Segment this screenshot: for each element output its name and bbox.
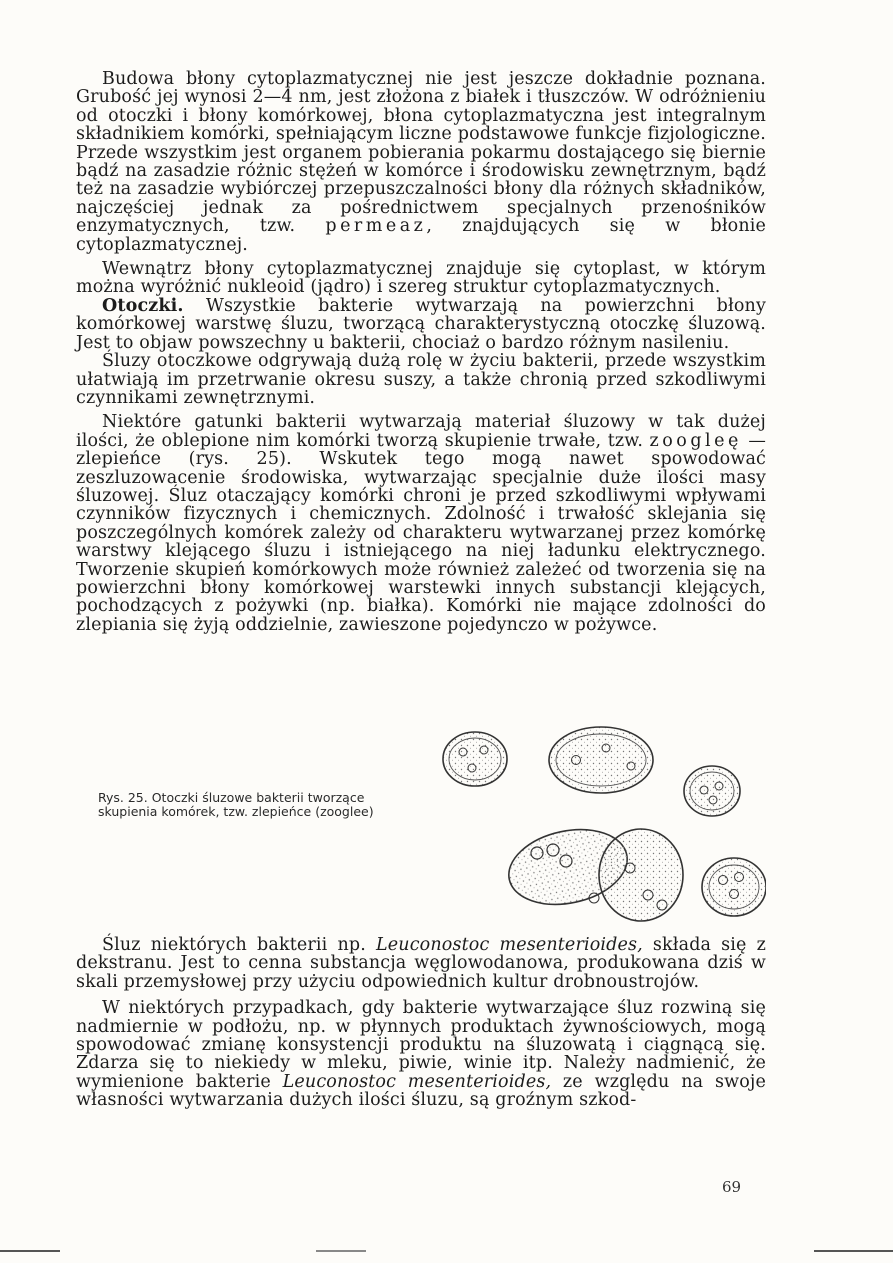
paragraph-text-rest: — zlepieńce (rys. 25). Wskutek tego mogą nawet spowodować zeszluzowacenie środowiska, wytwarzając specjalnie duże ilości masy śluzowej. Śluz otaczający komórki chroni je przed szkodliwymi wpływami czynników fizycznych i chemicznych. Zdolność i trwałość sklejania się poszczególnych komórek zależy od charakteru wytwarzanej przez komórkę warstwy klejącego śluzu i istniejącego na niej ładunku elektrycznego. Tworzenie skupień komórkowych może również zależeć od tworzenia się na powierzchni błony komórkowej warstewki innych substancji klejących, pochodzących z pożywki (np. białka). Komórki nie mające zdolności do zlepiania się żyją oddzielnie, zawieszone pojedynczo w pożywce. bbox=[76, 430, 766, 635]
scan-edge-mark bbox=[316, 1250, 366, 1252]
species-name: Leuconostoc mesenterioides, bbox=[282, 1071, 552, 1092]
paragraph-text: Niektóre gatunki bakterii wytwarzają materiał śluzowy w tak dużej ilości, że oblepione nim komórki tworzą skupienie trwałe, tzw. bbox=[76, 412, 766, 451]
zooglea-cluster-3 bbox=[684, 766, 740, 816]
paragraph-cytoplast: Wewnątrz błony cytoplazmatycznej znajduje się cytoplast, w którym można wyróżnić nukleoid (jądro) i szereg struktur cytoplazmatycznych. bbox=[76, 259, 766, 298]
species-name: Leuconostoc mesenterioides, bbox=[376, 935, 643, 955]
paragraph-membrane-structure bbox=[76, 70, 766, 254]
zooglea-cluster-5 bbox=[702, 858, 766, 916]
scan-edge-mark bbox=[814, 1250, 893, 1252]
spaced-term-zooglea: zoogleę bbox=[649, 430, 742, 451]
paragraph-text: Wszystkie bakterie wytwarzają na powierzchni błony komórkowej warstwę śluzu, tworzącą charakterystyczną otoczkę śluzową. Jest to objaw powszechny u bakterii, chociaż o bardzo różnym nasileniu. bbox=[76, 295, 766, 353]
page-number: 69 bbox=[722, 1178, 742, 1196]
scan-edge-mark bbox=[0, 1250, 60, 1252]
figure-caption: Rys. 25. Otoczki śluzowe bakterii tworzące skupienia komórek, tzw. zlepieńce (zooglee) bbox=[98, 790, 374, 819]
paragraph-text: Śluz niektórych bakterii np. bbox=[102, 935, 366, 955]
paragraph-otoczki bbox=[76, 297, 766, 352]
paragraph-slime-role: Śluzy otoczkowe odgrywają dużą rolę w życiu bakterii, przede wszystkim ułatwiają im przetrwanie okresu suszy, a także chronią przed szkodliwymi czynnikami zewnętrznymi. bbox=[76, 351, 766, 408]
paragraph-text-rest: składa się z dekstranu. Jest to cenna substancja węglowodanowa, produkowana dziś w skali przemysłowej przy użyciu odpowiednich kultur drobnoustrojów. bbox=[76, 935, 766, 992]
paragraph-text-rest: ze względu na swoje własności wytwarzania dużych ilości śluzu, są groźnym szkod- bbox=[76, 1071, 766, 1111]
paragraph-dextran bbox=[76, 936, 766, 991]
lower-text-block bbox=[76, 936, 766, 1110]
zooglea-cluster-4 bbox=[502, 819, 683, 921]
zooglea-cluster-2 bbox=[549, 727, 653, 793]
spaced-term-permeaz: permeaz bbox=[325, 216, 427, 237]
figure-zooglea-illustration bbox=[436, 720, 766, 932]
paragraph-text: Budowa błony cytoplazmatycznej nie jest jeszcze dokładnie poznana. Grubość jej wynosi 2—4 nm, jest złożona z białek i tłuszczów. W odróżnieniu od otoczki i błony komórkowej, błona cytoplazmatyczna jest integralnym składnikiem komórki, spełniającym liczne podstawowe funkcje fizjologiczne. Przede wszystkim jest organem pobierania pokarmu dostającego się biernie bądź na zasadzie różnic stężeń w komórce i środowisku zewnętrznym, bądź też na zasadzie wybiórczej przepuszczalności błony dla różnych składników, najczęściej jednak za pośrednictwem specjalnych przenośników enzymatycznych, tzw. bbox=[76, 69, 766, 237]
paragraph-slime-spoilage bbox=[76, 999, 766, 1109]
section-heading-otoczki: Otoczki. bbox=[102, 295, 184, 316]
upper-text-block bbox=[76, 70, 766, 634]
zooglea-cluster-1 bbox=[443, 732, 507, 786]
paragraph-zooglea bbox=[76, 413, 766, 634]
paragraph-tail: , znajdujących się w błonie cytoplazmatycznej. bbox=[76, 216, 767, 255]
paragraph-text: W niektórych przypadkach, gdy bakterie wytwarzające śluz rozwiną się nadmiernie w podłożu, np. w płynnych produktach żywnościowych, mogą spowodować zmianę konsystencji produktu na śluzowatą i ciągnącą się. Zdarza się to niekiedy w mleku, piwie, winie itp. Należy nadmienić, że wymienione bakterie bbox=[76, 998, 766, 1092]
